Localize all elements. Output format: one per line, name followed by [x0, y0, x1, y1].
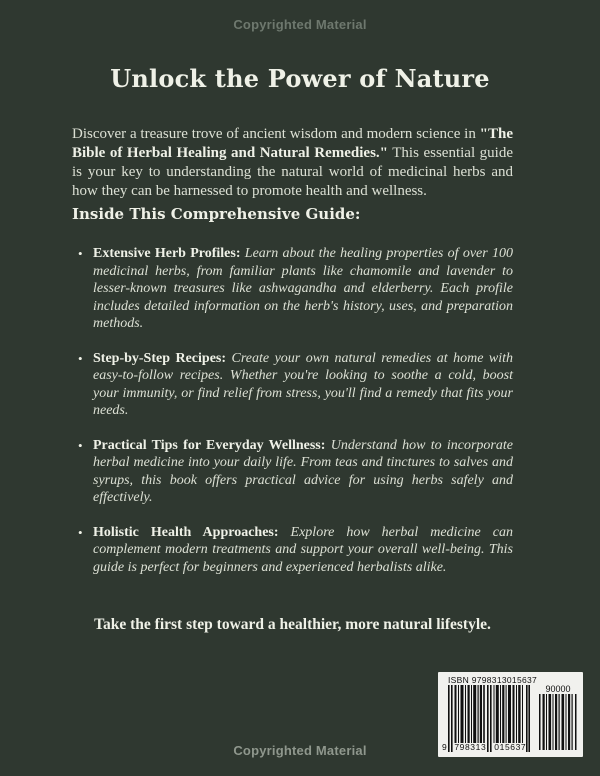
barcode-digit-group: 9: [442, 742, 448, 752]
benefits-list: [72, 245, 513, 593]
barcode-bars-supplement: [539, 694, 577, 750]
bullet-label: Practical Tips for Everyday Wellness:: [93, 437, 326, 453]
list-item-holistic-health: [72, 524, 513, 577]
bullet-label: Extensive Herb Profiles:: [93, 246, 241, 261]
list-item-practical-tips: [72, 437, 513, 507]
bullet-icon: •: [78, 524, 83, 540]
guide-heading: Inside This Comprehensive Guide:: [72, 205, 361, 223]
barcode-digit-group: 015637: [494, 742, 527, 752]
cta-text: Take the first step toward a healthier, more natural lifestyle.: [94, 616, 491, 633]
intro-lead: Discover a treasure trove of ancient wisdom and modern science in: [72, 126, 480, 142]
list-item-herb-profiles: [72, 245, 513, 333]
bullet-label: Holistic Health Approaches:: [93, 524, 279, 540]
isbn-label: ISBN 9798313015637: [448, 675, 538, 685]
bullet-text: Understand how to incorporate herbal medicine into your daily life. From teas and tinctures to salves and syrups, this book offers practical advice for using herbs safely and effectively.: [93, 437, 513, 505]
barcode-price-code: 90000: [545, 684, 571, 694]
copyright-banner-bottom: Copyrighted Material: [233, 743, 367, 758]
book-title-emphasis: "The Bible of Herbal Healing and Natural Remedies.": [72, 126, 513, 161]
bullet-text: Explore how herbal medicine can complement modern treatments and support your overall well-being. This guide is perfect for beginners and experienced herbalists alike.: [93, 524, 513, 575]
copyright-banner-top: Copyrighted Material: [233, 17, 367, 32]
bullet-icon: •: [78, 350, 83, 366]
list-item-recipes: [72, 350, 513, 420]
bullet-icon: •: [78, 437, 83, 453]
barcode-digit-group: 798313: [454, 742, 487, 752]
cover-title: Unlock the Power of Nature: [110, 64, 490, 93]
bullet-label: Step-by-Step Recipes:: [93, 350, 227, 366]
bullet-text: Learn about the healing properties of over 100 medicinal herbs, from familiar plants like chamomile and lavender to lesser-known treasures like ashwagandha and elderberry. Each profile includes detailed information on the herb's history, uses, and preparation methods.: [93, 246, 513, 331]
bullet-icon: •: [78, 246, 83, 261]
intro-rest: This essential guide is your key to understanding the natural world of medicinal herbs and how they can be harnessed to promote health and wellness.: [72, 145, 513, 199]
bullet-text: Create your own natural remedies at home with easy-to-follow recipes. Whether you're looking to soothe a cold, boost your immunity, or find relief from stress, you'll find a remedy that fits your needs.: [93, 350, 513, 418]
intro-paragraph: [72, 125, 513, 201]
